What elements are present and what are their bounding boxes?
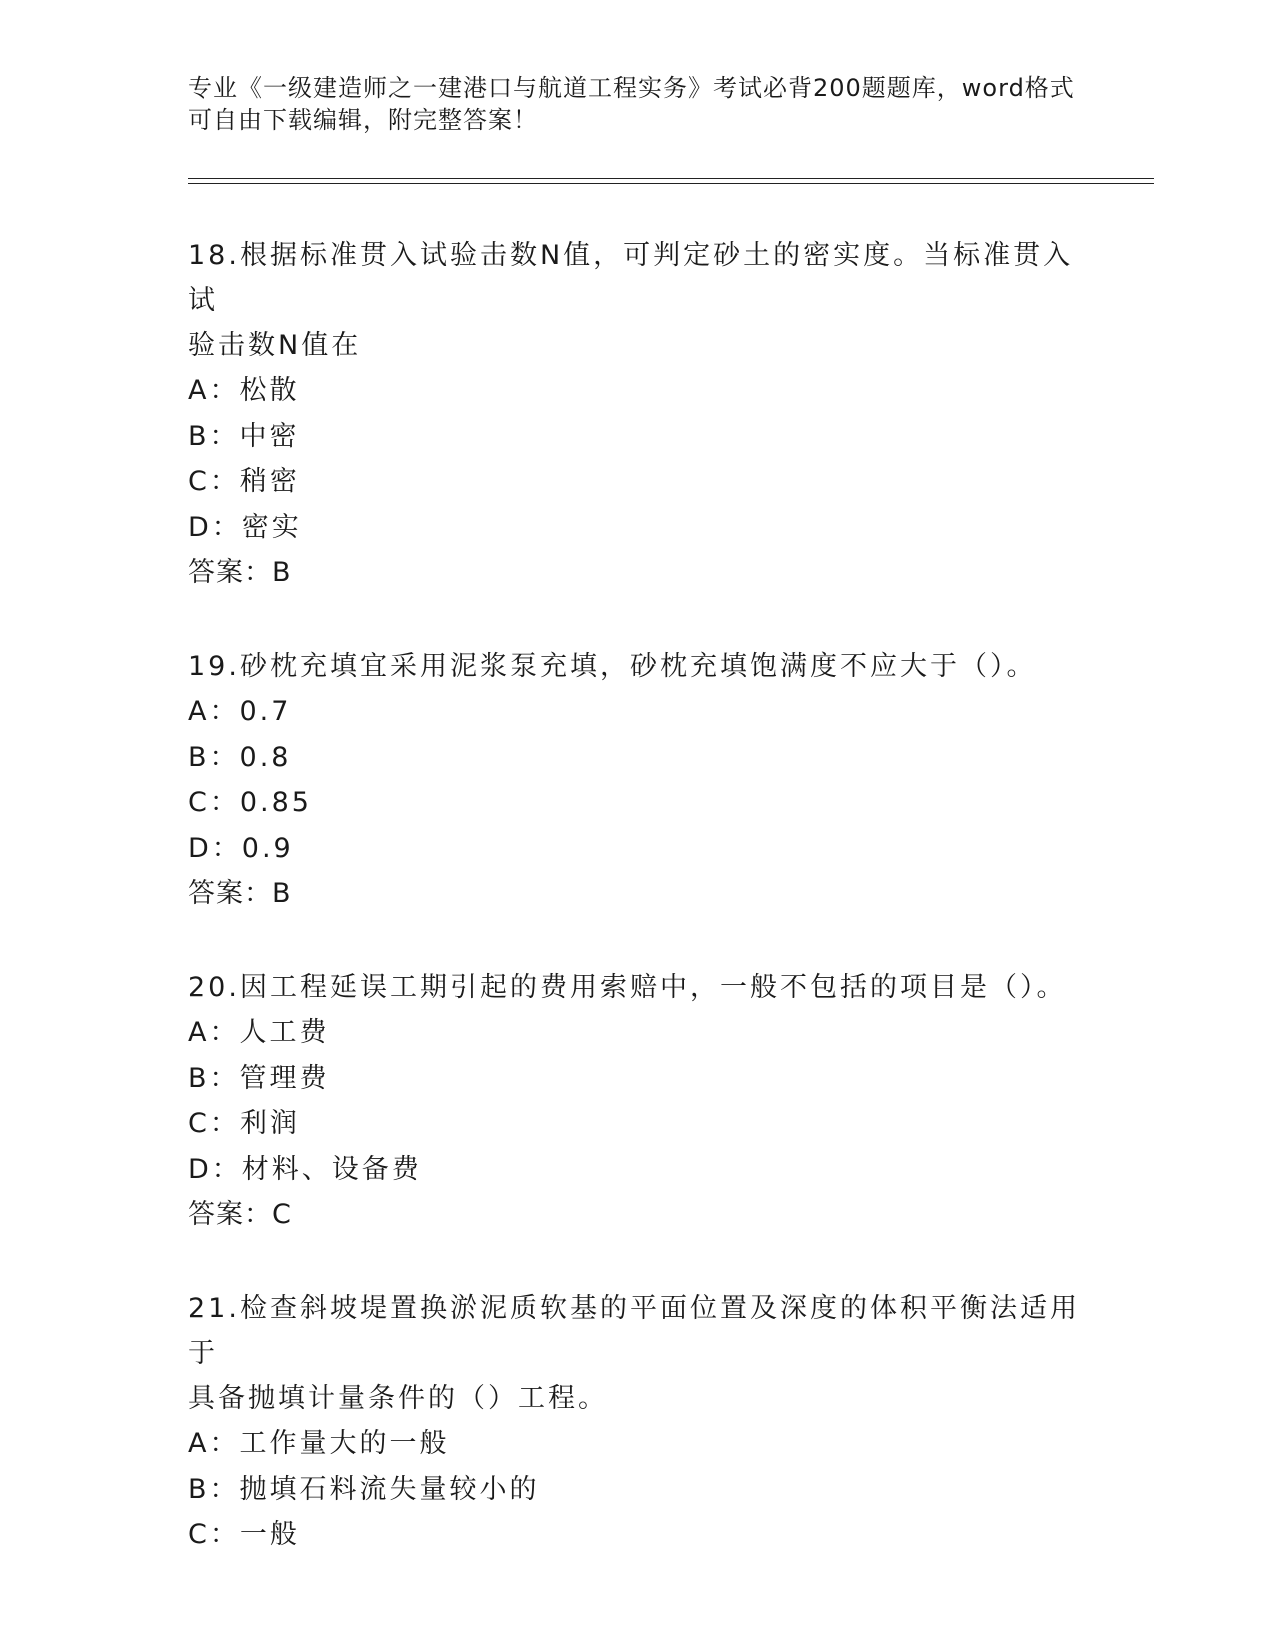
option-a: A：人工费: [188, 1017, 330, 1048]
answer: 答案：C: [188, 1199, 292, 1230]
option-c: C：0.85: [188, 787, 312, 818]
question-stem-line: 具备抛填计量条件的（）工程。: [188, 1383, 608, 1414]
option-c: C：稍密: [188, 466, 300, 497]
option-c: C：利润: [188, 1108, 300, 1139]
option-a: A：工作量大的一般: [188, 1428, 450, 1459]
option-d: D：密实: [188, 511, 302, 543]
question-stem: [188, 965, 1088, 1010]
option-b: B：管理费: [188, 1062, 330, 1094]
question-stem: [188, 233, 1088, 368]
question-stem: [188, 644, 1088, 689]
question-19: [188, 644, 1088, 917]
option-a: A：0.7: [188, 696, 292, 727]
question-21: [188, 1286, 1088, 1558]
header-title-line-1: 专业《一级建造师之一建港口与航道工程实务》考试必背200题题库，word格式: [188, 74, 1075, 102]
option-a: A：松散: [188, 375, 300, 406]
question-list: [188, 233, 1088, 1606]
option-c: C：一般: [188, 1519, 300, 1550]
question-stem-line: 18.根据标准贯入试验击数N值，可判定砂土的密实度。当标准贯入试: [188, 240, 1074, 316]
question-stem-line: 20.因工程延误工期引起的费用索赔中，一般不包括的项目是（）。: [188, 972, 1067, 1003]
question-stem-line: 21.检查斜坡堤置换淤泥质软基的平面位置及深度的体积平衡法适用于: [188, 1293, 1080, 1369]
option-b: B：抛填石料流失量较小的: [188, 1473, 540, 1505]
question-stem-line: 19.砂枕充填宜采用泥浆泵充填，砂枕充填饱满度不应大于（）。: [188, 651, 1037, 682]
option-b: B：0.8: [188, 741, 292, 773]
option-d: D：0.9: [188, 832, 294, 864]
header-title-line-2: 可自由下载编辑，附完整答案！: [188, 106, 538, 134]
document-header: [188, 72, 1088, 136]
question-18: [188, 233, 1088, 596]
option-b: B：中密: [188, 420, 300, 452]
question-stem: [188, 1286, 1088, 1421]
option-d: D：材料、设备费: [188, 1153, 422, 1185]
header-divider-top: [188, 178, 1154, 179]
answer: 答案：B: [188, 878, 292, 909]
header-divider-bottom: [188, 183, 1154, 184]
question-20: [188, 965, 1088, 1238]
question-stem-line: 验击数N值在: [188, 330, 362, 361]
answer: 答案：B: [188, 557, 292, 588]
